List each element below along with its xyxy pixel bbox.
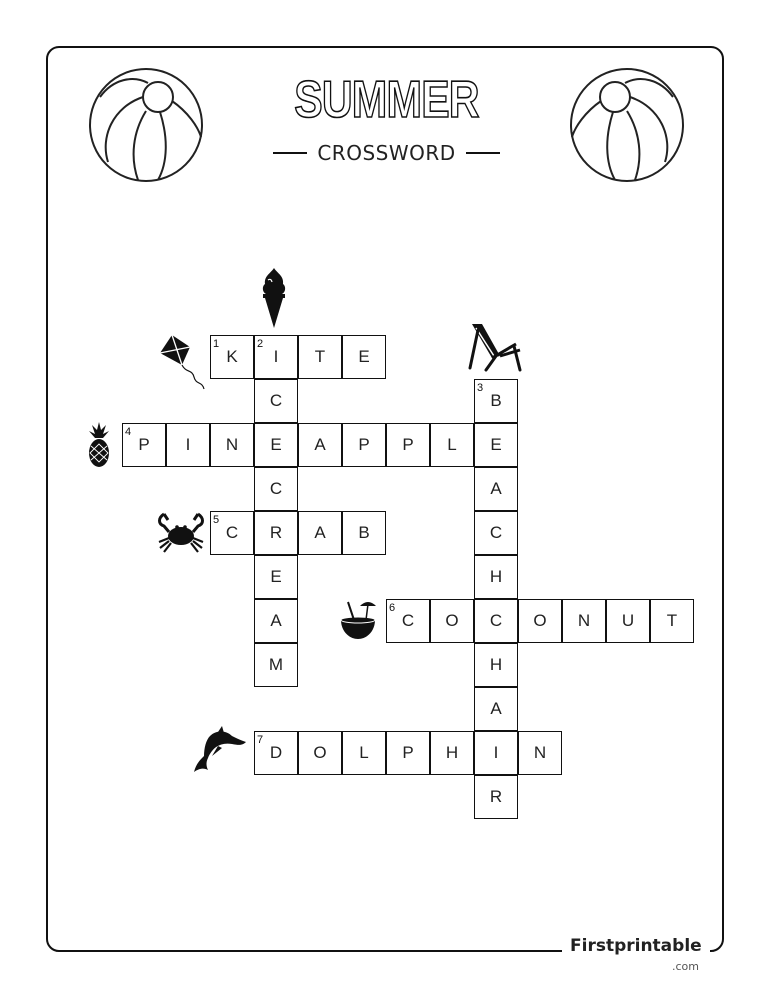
page-title: SUMMER (294, 71, 479, 129)
crossword-cell[interactable]: N (210, 423, 254, 467)
crossword-cell[interactable]: E (342, 335, 386, 379)
page-subtitle: CROSSWORD (317, 141, 456, 165)
subtitle-rule-right (466, 152, 500, 154)
clue-number: 3 (477, 382, 484, 394)
crossword-cell[interactable]: K (210, 335, 254, 379)
crossword-cell[interactable]: C (474, 511, 518, 555)
crossword-cell[interactable]: R (474, 775, 518, 819)
beach-chair-icon (466, 320, 522, 372)
crossword-cell[interactable]: C (254, 379, 298, 423)
crossword-cell[interactable]: E (474, 423, 518, 467)
pineapple-icon (86, 422, 112, 468)
crossword-cell[interactable]: O (518, 599, 562, 643)
crossword-cell[interactable]: H (474, 555, 518, 599)
crab-icon (156, 510, 206, 554)
crossword-cell[interactable]: H (430, 731, 474, 775)
clue-number: 6 (389, 602, 396, 614)
crossword-cell[interactable]: O (298, 731, 342, 775)
crossword-cell[interactable]: I (474, 731, 518, 775)
crossword-cell[interactable]: P (342, 423, 386, 467)
crossword-cell[interactable]: C (386, 599, 430, 643)
crossword-cell[interactable]: U (606, 599, 650, 643)
crossword-cell[interactable]: C (254, 467, 298, 511)
crossword-cell[interactable]: E (254, 555, 298, 599)
crossword-cell[interactable]: A (298, 423, 342, 467)
crossword-cell[interactable]: C (474, 599, 518, 643)
crossword-cell[interactable]: C (210, 511, 254, 555)
clue-number: 1 (213, 338, 220, 350)
clue-number: 4 (125, 426, 132, 438)
crossword-cell[interactable]: N (518, 731, 562, 775)
crossword-cell[interactable]: O (430, 599, 474, 643)
crossword-cell[interactable]: D (254, 731, 298, 775)
clue-number: 5 (213, 514, 220, 526)
crossword-cell[interactable]: R (254, 511, 298, 555)
coconut-icon (338, 598, 378, 640)
clue-number: 2 (257, 338, 264, 350)
crossword-cell[interactable]: B (474, 379, 518, 423)
crossword-cell[interactable]: T (650, 599, 694, 643)
brand-domain: .com (672, 960, 699, 973)
crossword-cell[interactable]: I (254, 335, 298, 379)
crossword-cell[interactable]: A (254, 599, 298, 643)
kite-icon (156, 333, 206, 391)
brand-logo: Firstprintable (562, 936, 710, 956)
crossword-cell[interactable]: B (342, 511, 386, 555)
crossword-cell[interactable]: H (474, 643, 518, 687)
subtitle-row (0, 138, 773, 168)
dolphin-icon (192, 726, 248, 774)
subtitle-rule-left (273, 152, 307, 154)
crossword-cell[interactable]: I (166, 423, 210, 467)
clue-number: 7 (257, 734, 264, 746)
crossword-cell[interactable]: M (254, 643, 298, 687)
crossword-cell[interactable]: E (254, 423, 298, 467)
crossword-cell[interactable]: L (342, 731, 386, 775)
crossword-cell[interactable]: N (562, 599, 606, 643)
crossword-cell[interactable]: T (298, 335, 342, 379)
crossword-cell[interactable]: A (474, 467, 518, 511)
crossword-cell[interactable]: A (298, 511, 342, 555)
crossword-cell[interactable]: L (430, 423, 474, 467)
crossword-cell[interactable]: P (122, 423, 166, 467)
ice-cream-icon (258, 266, 290, 330)
crossword-cell[interactable]: A (474, 687, 518, 731)
crossword-cell[interactable]: P (386, 423, 430, 467)
crossword-cell[interactable]: P (386, 731, 430, 775)
